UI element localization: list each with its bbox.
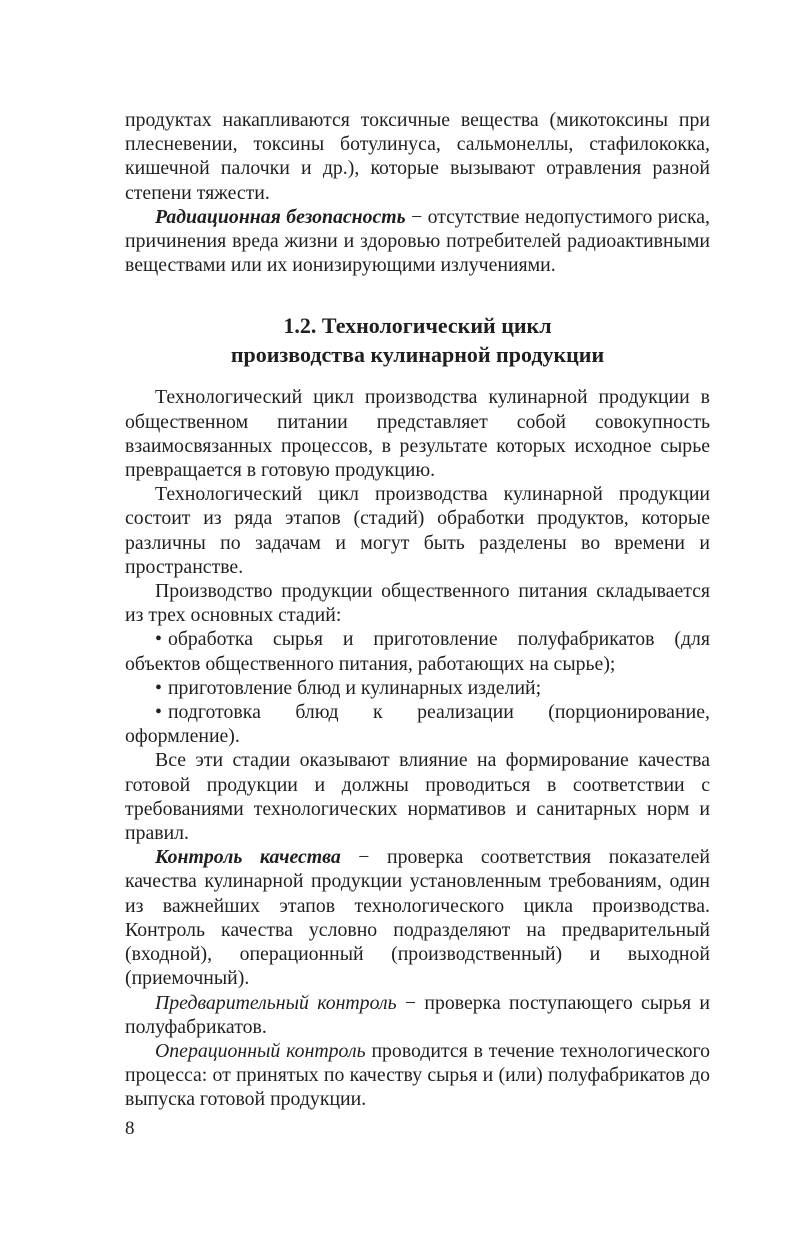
body-paragraph-3: Производство продукции общественного питания складывается из трех основных стадий:	[125, 580, 710, 627]
section-heading	[125, 311, 710, 369]
intro-paragraph-2	[125, 205, 710, 278]
definition-quality-control: − проверка соответствия показателей качества кулинарной продукции установленным требованиям, один из важнейших этапов технологического цикла производства. Контроль качества условно подразделяют на предварительный (входной), операционный (производственный) и выходной (приемочный).	[125, 846, 711, 990]
body-paragraph-7	[125, 1039, 710, 1112]
term-preliminary-control: Предварительный контроль	[155, 991, 397, 1014]
page-content	[125, 108, 710, 1112]
term-operational-control: Операционный контроль	[155, 1039, 366, 1062]
list-item: • обработка сырья и приготовление полуфабрикатов (для объектов общественного питания, работающих на сырье);	[125, 627, 710, 675]
list-item: • подготовка блюд к реализации (порционирование, оформление).	[125, 700, 710, 748]
section-heading-line-1: 1.2. Технологический цикл	[283, 313, 552, 339]
page-number: 8	[125, 1118, 135, 1139]
body-paragraph-1: Технологический цикл производства кулинарной продукции в общественном питании представляет собой совокупность взаимосвязанных процессов, в результате которых исходное сырье превращается в готовую продукцию.	[125, 386, 710, 482]
term-radiation-safety: Радиационная безопасность	[155, 205, 406, 228]
body-paragraph-6	[125, 991, 710, 1039]
definition-preliminary-control: − проверка поступающего сырья и полуфабрикатов.	[125, 991, 710, 1038]
term-quality-control: Контроль качества	[155, 846, 341, 869]
definition-radiation-safety: − отсутствие недопустимого риска, причинения вреда жизни и здоровью потребителей радиоактивными веществами или их ионизирующими излучениями.	[125, 205, 710, 277]
body-paragraph-2: Технологический цикл производства кулинарной продукции состоит из ряда этапов (стадий) обработки продуктов, которые различны по задачам и могут быть разделены во времени и пространстве.	[125, 483, 710, 578]
intro-paragraph-1: продуктах накапливаются токсичные вещества (микотоксины при плесневении, токсины ботулинуса, сальмонеллы, стафилококка, кишечной палочки и др.), которые вызывают отравления разной степени тяжести.	[125, 109, 710, 204]
body-paragraph-4: Все эти стадии оказывают влияние на формирование качества готовой продукции и должны проводиться в соответствии с требованиями технологических нормативов и санитарных норм и правил.	[125, 749, 710, 845]
body-paragraph-5	[125, 845, 710, 990]
section-heading-line-2: производства кулинарной продукции	[230, 342, 605, 368]
list-item: • приготовление блюд и кулинарных изделий;	[125, 676, 710, 700]
definition-operational-control: проводится в течение технологического процесса: от принятых по качеству сырья и (или) полуфабрикатов до выпуска готовой продукции.	[125, 1039, 710, 1111]
